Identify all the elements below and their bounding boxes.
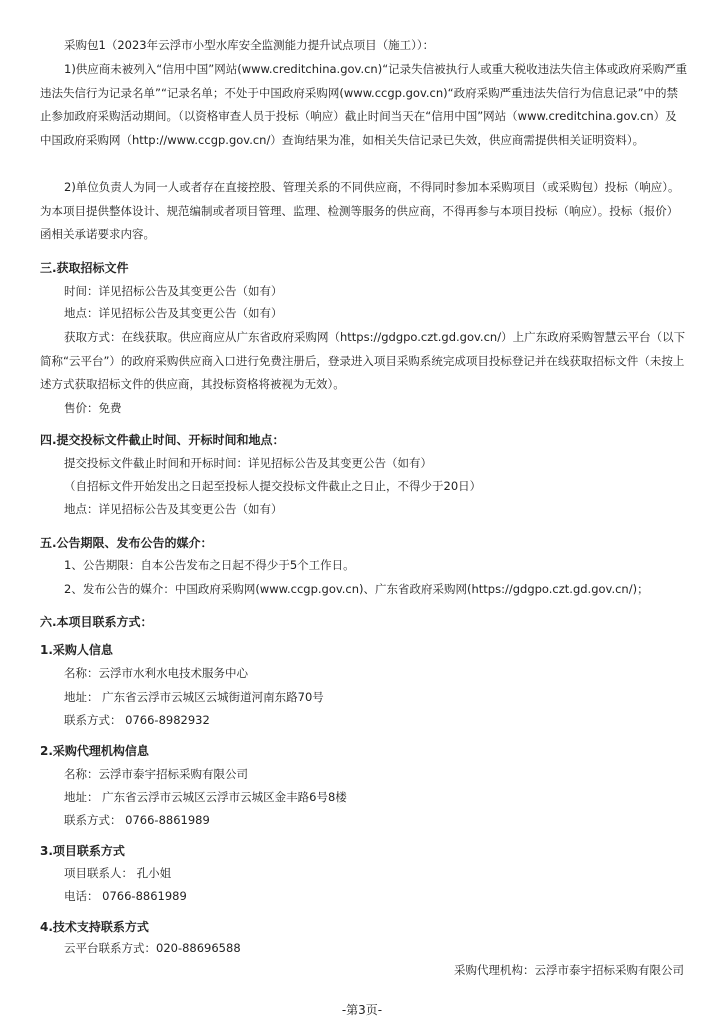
section-6-heading: 六.本项目联系方式：: [40, 615, 153, 629]
page-number: -第3页-: [341, 1003, 383, 1017]
section-4-note: （自招标文件开始发出之日起至投标人提交投标文件截止之日止，不得少于20日）: [64, 479, 482, 493]
requirement-1: 1)供应商未被列入“信用中国”网站(www.creditchina.gov.cn)“记录失信被执行人或重大税收违法失信主体或政府采购严重违法失信行为记录名单”“记录名单；不处于中国政府采购网(www.ccgp.gov.cn)“政府采购严重违法失信行为信息记录”中的禁止参加政府采购活动期间。（以资格审查人员于投标（响应）截止时间当天在“信用中国”网站（www.creditchina.gov.cn）及中国政府采购网（http://www.ccgp.gov.cn/）查询结果为准，如相关失信记录已失效，供应商需提供相关证明资料）。: [40, 62, 688, 147]
tech-support-heading: 4.技术支持联系方式: [40, 920, 149, 934]
agency-name: 名称：云浮市泰宇招标采购有限公司: [64, 767, 248, 781]
purchaser-address: 地址： 广东省云浮市云城区云城街道河南东路70号: [64, 690, 324, 704]
section-4-deadline: 提交投标文件截止时间和开标时间：详见招标公告及其变更公告（如有）: [64, 456, 432, 470]
agency-address: 地址： 广东省云浮市云城区云浮市云城区金丰路6号8楼: [64, 790, 347, 804]
requirement-2: 2)单位负责人为同一人或者存在直接控股、管理关系的不同供应商，不得同时参加本采购项目（或采购包）投标（响应）。为本项目提供整体设计、规范编制或者项目管理、监理、检测等服务的供应商，不得再参与本项目投标（响应）。投标（报价）函相关承诺要求内容。: [40, 180, 680, 241]
agency-heading: 2.采购代理机构信息: [40, 744, 149, 758]
section-5-media: 2、发布公告的媒介：中国政府采购网(www.ccgp.gov.cn)、广东省政府采购网(https://gdgpo.czt.gd.gov.cn/)；: [64, 582, 649, 596]
project-contact-person: 项目联系人： 孔小姐: [64, 866, 172, 880]
agency-contact: 联系方式： 0766-8861989: [64, 813, 210, 827]
section-3-place: 地点：详见招标公告及其变更公告（如有）: [64, 306, 283, 320]
section-4-place: 地点：详见招标公告及其变更公告（如有）: [64, 502, 283, 516]
section-4-heading: 四.提交投标文件截止时间、开标时间和地点：: [40, 433, 285, 447]
tech-support-platform: 云平台联系方式：020-88696588: [64, 941, 241, 955]
project-contact-heading: 3.项目联系方式: [40, 844, 125, 858]
project-contact-phone: 电话： 0766-8861989: [64, 889, 187, 903]
section-5-period: 1、公告期限：自本公告发布之日起不得少于5个工作日。: [64, 558, 355, 572]
section-3-price: 售价：免费: [64, 401, 122, 415]
package-title: 采购包1（2023年云浮市小型水库安全监测能力提升试点项目（施工））：: [64, 38, 435, 52]
purchaser-contact: 联系方式： 0766-8982932: [64, 713, 210, 727]
section-3-method: 获取方式：在线获取。供应商应从广东省政府采购网（https://gdgpo.czt.gd.gov.cn/）上广东政府采购智慧云平台（以下简称“云平台”）的政府采购供应商入口进行免费注册后，登录进入项目采购系统完成项目投标登记并在线获取招标文件（未按上述方式获取招标文件的供应商，其投标资格将被视为无效）。: [40, 330, 686, 391]
purchaser-heading: 1.采购人信息: [40, 643, 113, 657]
purchaser-name: 名称：云浮市水利水电技术服务中心: [64, 666, 248, 680]
section-5-heading: 五.公告期限、发布公告的媒介：: [40, 536, 213, 550]
section-3-heading: 三.获取招标文件: [40, 261, 129, 275]
signature: 采购代理机构：云浮市泰宇招标采购有限公司: [454, 963, 684, 977]
section-3-time: 时间：详见招标公告及其变更公告（如有）: [64, 284, 283, 298]
